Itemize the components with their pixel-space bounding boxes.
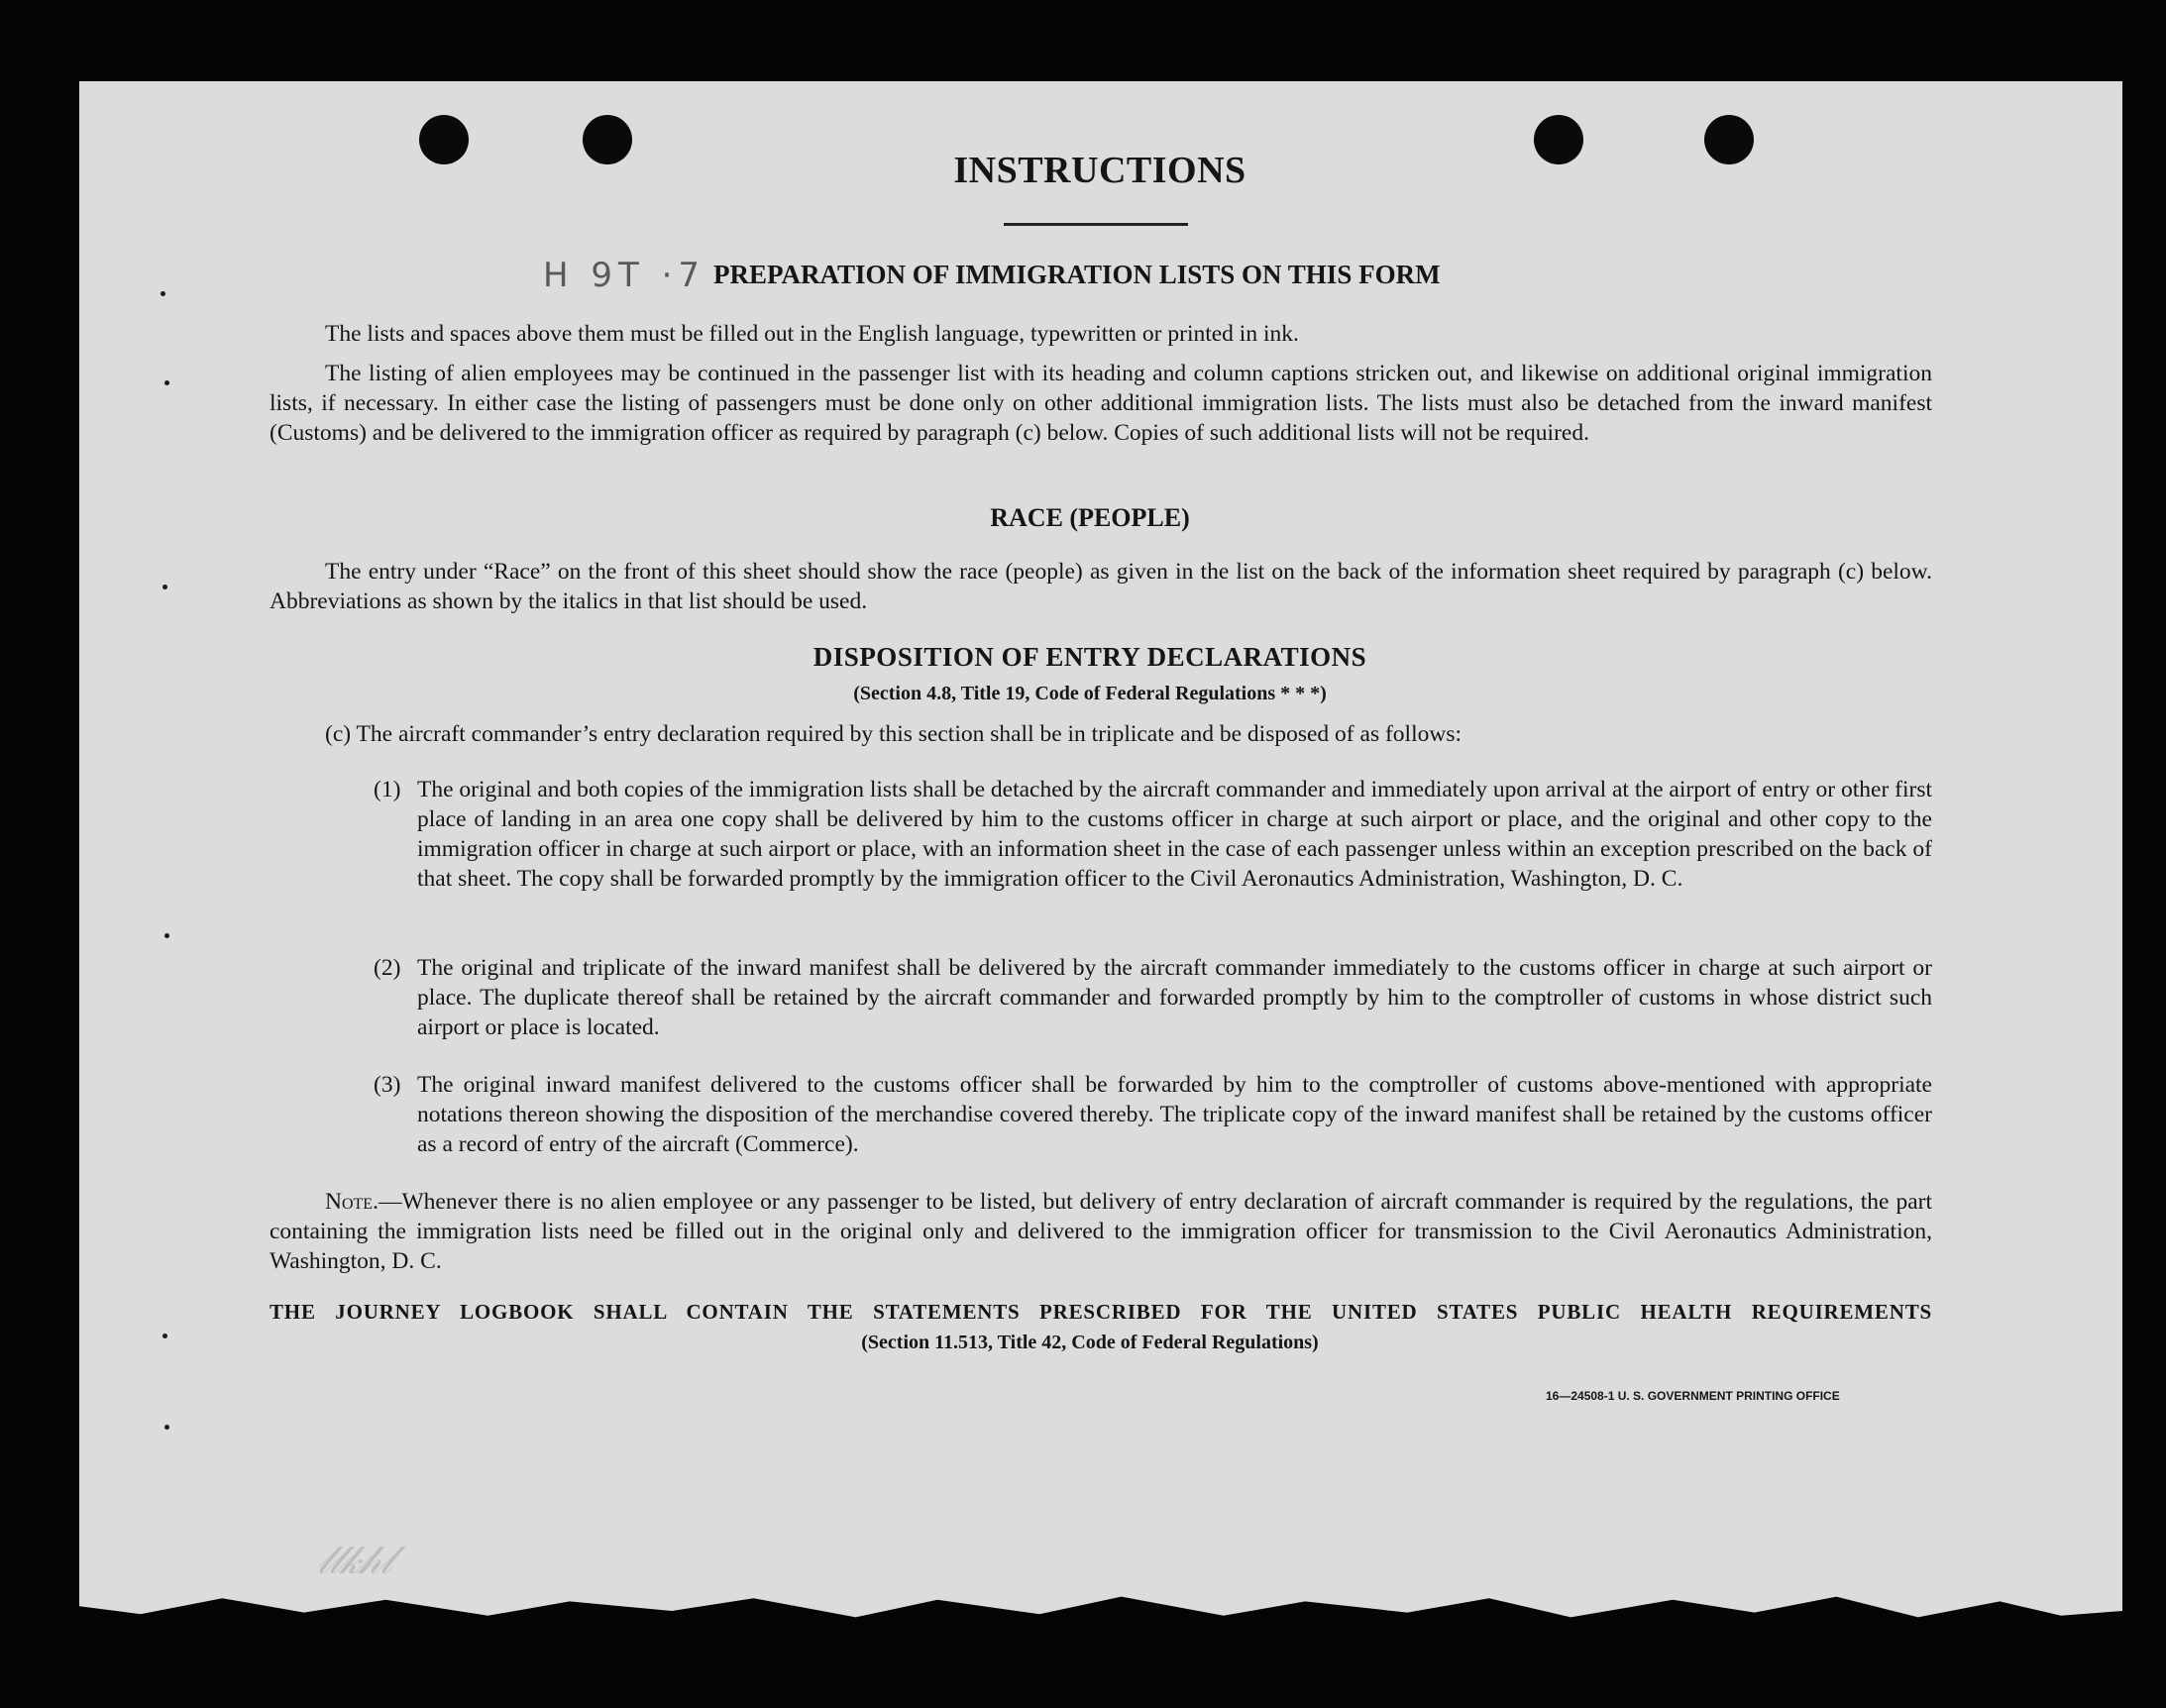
punch-hole bbox=[419, 115, 469, 164]
punch-hole bbox=[583, 115, 632, 164]
item-text: The original and both copies of the immigration lists shall be detached by the aircraft commander and immediately upon arrival at the airport of entry or other first place of landing in an area one copy shall be delivered by him to the customs officer in charge at such airport or place, and the original and other copy to the immigration officer in charge at such airport or place, with an information sheet in the case of each passenger unless within an exception prescribed on the back of that sheet. The copy shall be forwarded promptly by the immigration officer to the Civil Aeronautics Administration, Washington, D. C. bbox=[417, 777, 1932, 892]
note-text: —Whenever there is no alien employee or any passenger to be listed, but delivery of entry declaration of aircraft commander is required by the regulations, the part containing the immigration lists need be filled out in the original only and delivered to the immigration officer for transmission to the Civil Aeronautics Administration, Washington, D. C. bbox=[270, 1189, 1932, 1274]
item-number: (2) bbox=[374, 955, 401, 981]
disposition-item bbox=[374, 953, 1932, 1042]
section-heading-race: RACE (PEOPLE) bbox=[990, 503, 1190, 532]
disposition-item bbox=[374, 775, 1932, 894]
preparation-paragraph-1: The lists and spaces above them must be filled out in the English language, typewritten or printed in ink. bbox=[325, 321, 1299, 347]
title-underline bbox=[1004, 223, 1188, 226]
preparation-paragraph-2: The listing of alien employees may be continued in the passenger list with its heading and column captions stricken out, and likewise on additional original immigration lists, if necessary. In either case the listing of passengers must be done only on other additional immigration lists. The lists must also be detached from the inward manifest (Customs) and be delivered to the immigration officer as required by paragraph (c) below. Copies of such additional lists will not be required. bbox=[270, 361, 1932, 446]
item-text: The original inward manifest delivered to the customs officer shall be forwarded by him to the comptroller of customs above-mentioned with appropriate notations thereon showing the disposition of the merchandise covered thereby. The triplicate copy of the inward manifest shall be retained by the customs officer as a record of entry of the aircraft (Commerce). bbox=[417, 1072, 1932, 1157]
speck bbox=[164, 380, 169, 385]
speck bbox=[161, 291, 165, 296]
punch-hole bbox=[1534, 115, 1583, 164]
handwritten-mark: H 9T ·7 bbox=[543, 256, 706, 295]
section-heading-disposition: DISPOSITION OF ENTRY DECLARATIONS bbox=[812, 642, 1367, 672]
page-title: INSTRUCTIONS bbox=[953, 150, 1246, 191]
item-text: The original and triplicate of the inward manifest shall be delivered by the aircraft commander immediately to the customs officer in charge at such airport or place. The duplicate thereof shall be retained by the aircraft commander and forwarded promptly by him to the comptroller of customs in whose district such airport or place is located. bbox=[417, 955, 1932, 1040]
speck bbox=[162, 585, 167, 589]
journey-citation: (Section 11.513, Title 42, Code of Federal Regulations) bbox=[861, 1332, 1319, 1353]
note-paragraph bbox=[270, 1187, 1932, 1276]
speck bbox=[162, 1334, 167, 1338]
disposition-intro: (c) The aircraft commander’s entry declaration required by this section shall be in triplicate and be disposed of as follows: bbox=[325, 721, 1462, 747]
journey-logbook-statement: THE JOURNEY LOGBOOK SHALL CONTAIN THE STATEMENTS PRESCRIBED FOR THE UNITED STATES PUBLIC HEALTH REQUIREMENTS bbox=[270, 1300, 1932, 1324]
section-heading-preparation: PREPARATION OF IMMIGRATION LISTS ON THIS FORM bbox=[713, 260, 1441, 289]
speck bbox=[164, 933, 169, 938]
speck bbox=[164, 1425, 169, 1430]
item-number: (1) bbox=[374, 777, 401, 802]
disposition-citation: (Section 4.8, Title 19, Code of Federal Regulations * * *) bbox=[853, 683, 1327, 704]
printing-office-code: 16—24508-1 U. S. GOVERNMENT PRINTING OFFICE bbox=[1546, 1389, 1840, 1403]
disposition-item bbox=[374, 1070, 1932, 1159]
punch-hole bbox=[1704, 115, 1754, 164]
race-paragraph: The entry under “Race” on the front of this sheet should show the race (people) as given in the list on the back of the information sheet required by paragraph (c) below. Abbreviations as shown by the italics in that list should be used. bbox=[270, 559, 1932, 614]
item-number: (3) bbox=[374, 1072, 401, 1098]
faint-handwriting: 𝓁𝓁𝓀𝒽𝓁 bbox=[317, 1538, 391, 1583]
note-label: Note. bbox=[325, 1189, 379, 1215]
